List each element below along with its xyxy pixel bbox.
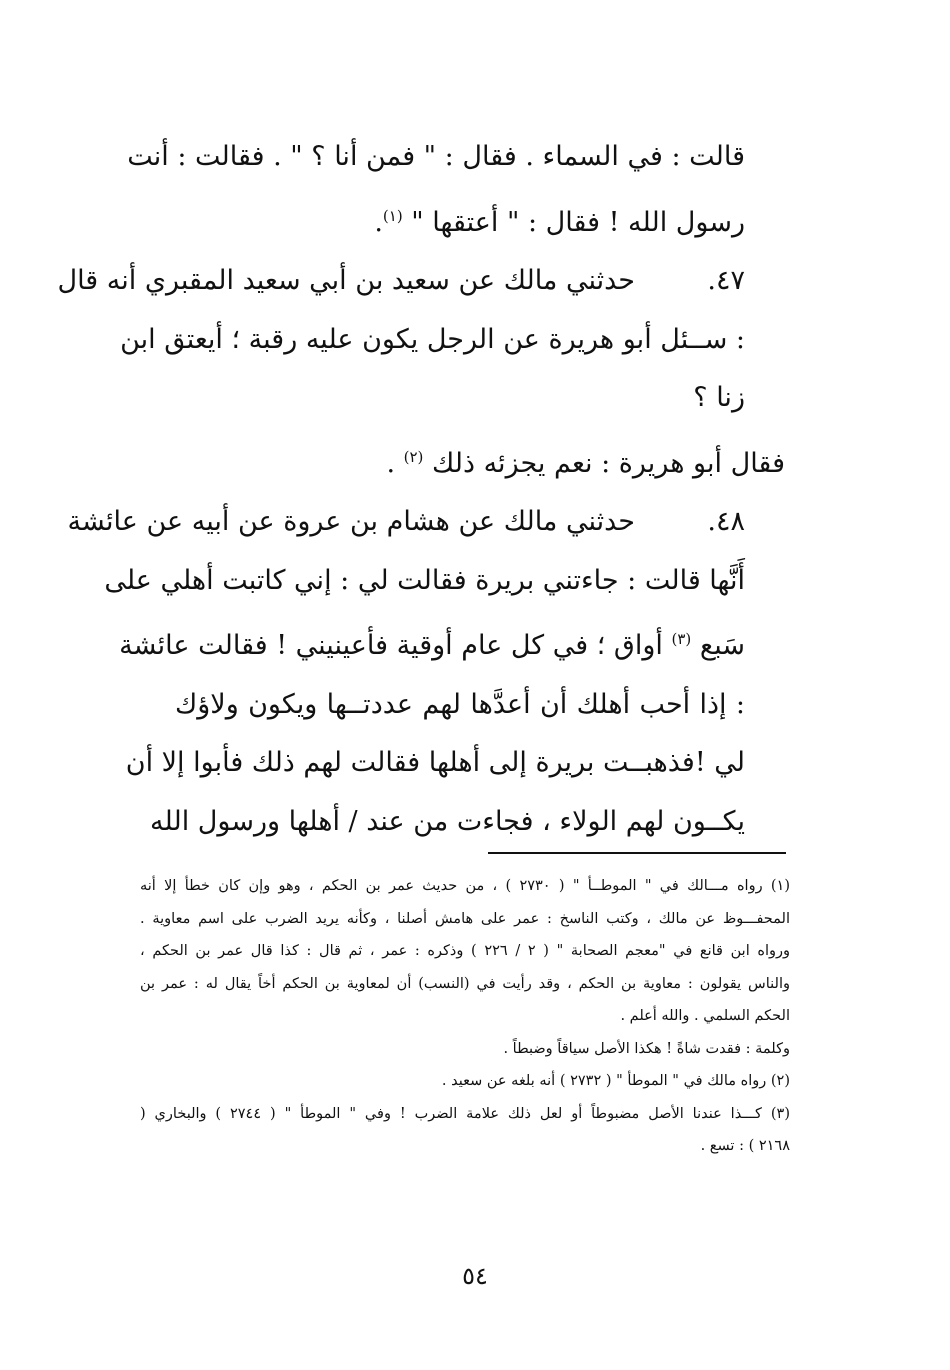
page-number: ٥٤ [462,1262,488,1290]
text-line: زنا ؟ [693,382,745,413]
footnote-line: ورواه ابن قانع في "معجم الصحابة " ( ٢ / ٢٢٦ ) وذكره : عمر ، ثم قال : كذا قال عمر بن الحكم ، [140,943,790,959]
text-fragment: . [374,206,383,238]
footnote-ref: (٣) [671,630,692,648]
text-fragment: حدثني مالك عن سعيد بن أبي سعيد المقبري أنه قال [57,265,635,296]
footnote-ref: (٢) [403,447,424,466]
footnote-line: (٣) كـــذا عندنا الأصل مضبوطاً أو لعل ذلك علامة الضرب ! وفي " الموطأ " ( ٢٧٤٤ ) والبخاري ( [140,1105,790,1122]
footnote-line: المحفـــوظ عن مالك ، وكتب الناسخ : عمر على هامش أصلنا ، وكأنه يريد الضرب على اسم معاوية . [140,910,790,927]
footnotes-block [140,870,790,1163]
item-47-first-line [57,252,745,311]
text-line [175,187,745,253]
footnote-ref: (١) [382,206,403,225]
main-text-block [57,128,785,851]
text-fragment: فقال أبو هريرة : نعم يجزئه ذلك [423,447,785,479]
footnote-line: (١) رواه مـــالك في " الموطــأ " ( ٢٧٣٠ ) ، من حديث عمر بن الحكم ، وهو وإن كان خطأ إلا أنه [140,878,790,894]
text-line [175,428,785,494]
footnote-line: الحكم السلمي . والله أعلم . [620,1008,790,1024]
text-line [119,610,745,676]
text-line: : ســئل أبو هريرة عن الرجل يكون عليه رقبة ؛ أيعتق ابن [120,323,745,355]
item-48-first-line [67,493,745,552]
text-line: يكــون لهم الولاء ، فجاءت من عند / أهلها ورسول الله [150,805,745,837]
text-fragment: أواق ؛ في كل عام أوقية فأعينيني ! فقالت عائشة [119,630,672,661]
item-number: ٤٧. [707,265,745,296]
footnote-line: (٢) رواه مالك في " الموطأ " ( ٢٧٣٢ ) أنه بلغه عن سعيد . [441,1073,790,1089]
text-fragment: . [386,447,404,479]
text-line: : إذا أحب أهلك أن أعدَّها لهم عددتــها ويكون ولاؤك [175,688,745,720]
footnote-line: ٢١٦٨ ) : تسع . [700,1138,790,1154]
footnote-line: وكلمة : فقدت شاةً ! هكذا الأصل سياقاً وضبطاً . [503,1040,790,1057]
text-fragment: سَبع [691,630,745,661]
item-number: ٤٨. [707,506,745,537]
text-fragment: رسول الله ! فقال : " أعتقها " [402,206,745,238]
footnote-divider [488,852,786,854]
text-fragment: حدثني مالك عن هشام بن عروة عن أبيه عن عائشة [67,506,635,537]
text-line: لي !فذهبــت بريرة إلى أهلها فقالت لهم ذلك فأبوا إلا أن [125,747,745,778]
text-line: قالت : في السماء . فقال : " فمن أنا ؟ " . فقالت : أنت [127,141,745,172]
text-line: أَنَّها قالت : جاءتني بريرة فقالت لي : إني كاتبت أهلي على [104,564,745,596]
footnote-line: والناس يقولون : معاوية بن الحكم ، وقد رأيت في (النسب) أن لمعاوية بن الحكم أخاً يقال له : عمر بن [140,975,790,992]
